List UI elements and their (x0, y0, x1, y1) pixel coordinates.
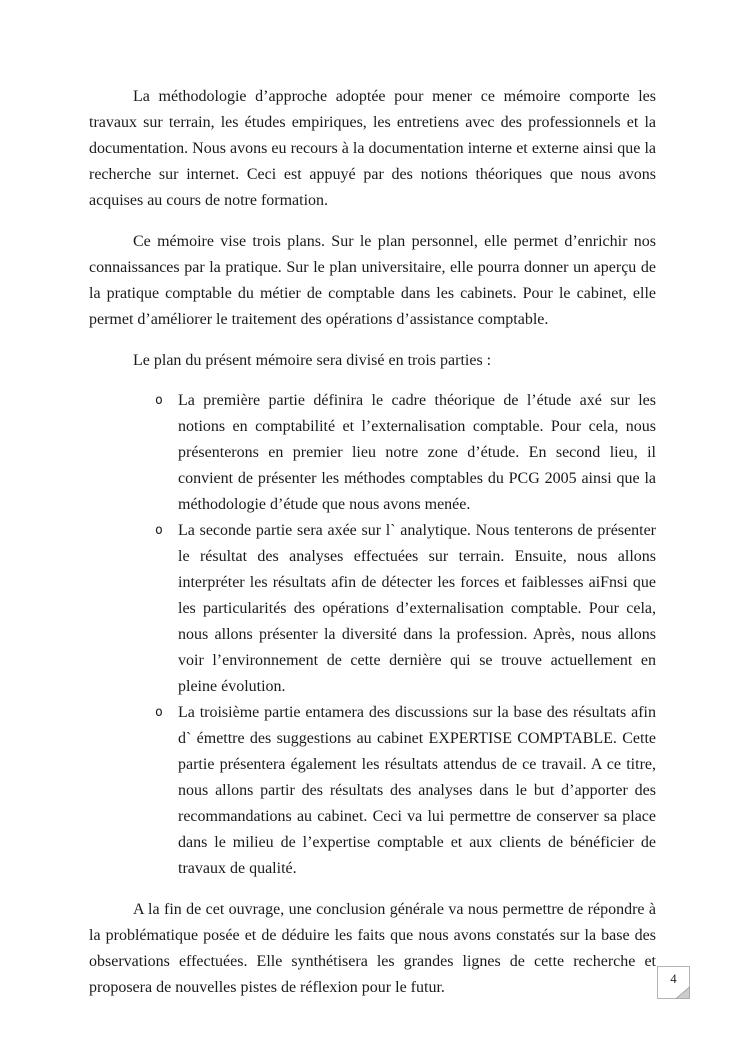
list-intro-line: Le plan du présent mémoire sera divisé en trois parties : (133, 352, 492, 369)
paragraph-methodology: La méthodologie d’approche adoptée pour mener ce mémoire comporte les travaux sur terrain, les études empiriques, les entretiens avec des professionnels et la documentation. Nous avons eu recours à la documentation interne et externe ainsi que la recherche sur internet. Ceci est appuyé par des notions théoriques que nous avons acquises au cours de notre formation. (89, 88, 656, 209)
page-number-box (657, 966, 690, 999)
bullet-text-second-part: La seconde partie sera axée sur l` analytique. Nous tenterons de présenter le résultat des analyses effectuées sur terrain. Ensuite, nous allons interpréter les résultats afin de détecter les forces et faiblesses aiFnsi que les particularités des opérations d’externalisation comptable. Pour cela, nous allons présenter la diversité dans la profession. Après, nous allons voir l’environnement de cette dernière qui se trouve actuellement en pleine évolution. (178, 522, 656, 695)
page-number: 4 (670, 972, 677, 986)
paragraph-three-plans: Ce mémoire vise trois plans. Sur le plan personnel, elle permet d’enrichir nos connaissances par la pratique. Sur le plan universitaire, elle pourra donner un aperçu de la pratique comptable du métier de comptable dans les cabinets. Pour le cabinet, elle permet d’améliorer le traitement des opérations d’assistance comptable. (89, 233, 656, 328)
bullet-text-first-part: La première partie définira le cadre théorique de l’étude axé sur les notions en comptabilité et l’externalisation comptable. Pour cela, nous présenterons en premier lieu notre zone d’étude. En second lieu, il convient de présenter les méthodes comptables du PCG 2005 ainsi que la méthodologie d’étude que nous avons menée. (178, 392, 656, 513)
bullet-marker: o (155, 705, 163, 720)
paragraph-conclusion: A la fin de cet ouvrage, une conclusion générale va nous permettre de répondre à la problématique posée et de déduire les faits que nous avons constatés sur la base des observations effectuées. Elle synthétisera les grandes lignes de cette recherche et proposera de nouvelles pistes de réflexion pour le futur. (89, 901, 656, 996)
bullet-marker: o (155, 523, 163, 538)
bullet-marker: o (155, 393, 163, 408)
list-item (89, 700, 656, 882)
page-fold-icon (674, 985, 691, 1000)
document-body (89, 84, 656, 1016)
list-item (89, 518, 656, 700)
parts-bullet-list (89, 388, 656, 882)
list-item (89, 388, 656, 518)
bullet-text-third-part: La troisième partie entamera des discussions sur la base des résultats afin d` émettre des suggestions au cabinet EXPERTISE COMPTABLE. Cette partie présentera également les résultats attendus de ce travail. A ce titre, nous allons partir des résultats des analyses dans le but d’apporter des recommandations au cabinet. Ceci va lui permettre de conserver sa place dans le milieu de l’expertise comptable et aux clients de bénéficier de travaux de qualité. (178, 704, 656, 877)
